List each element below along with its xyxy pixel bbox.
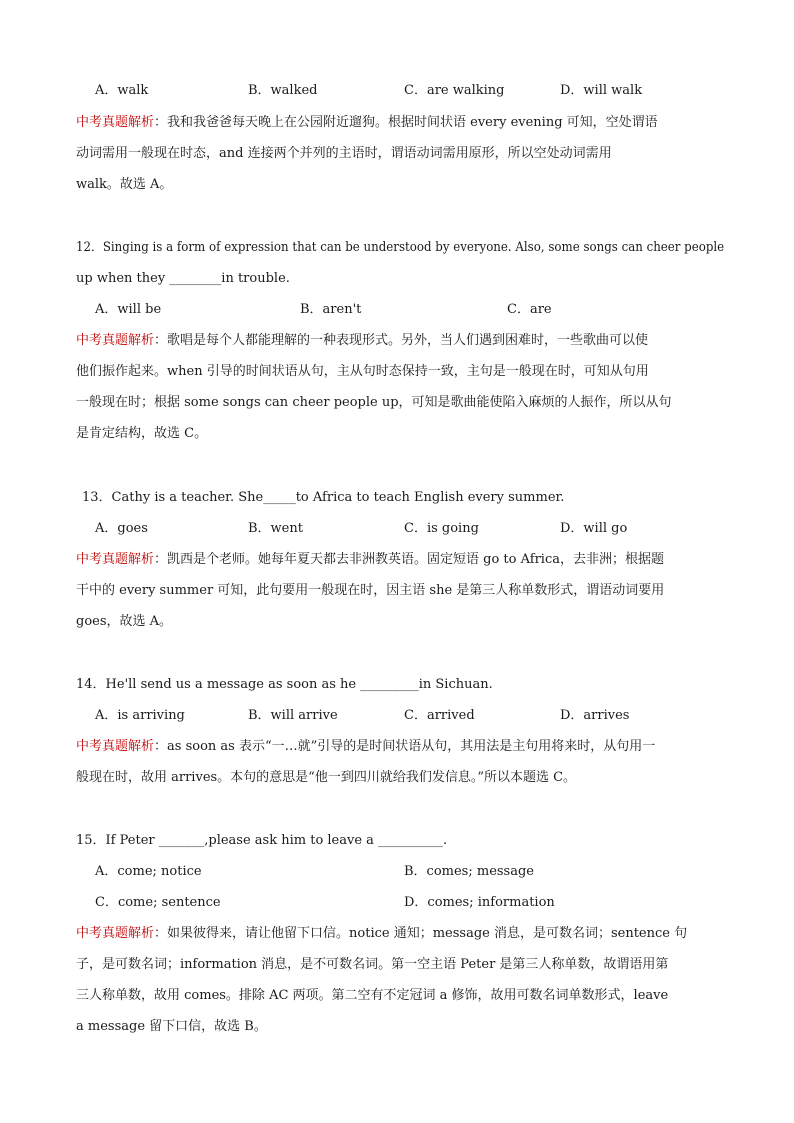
q12-option-c: C．are [507,302,552,317]
q14-option-b: B．will arrive [248,708,338,723]
q13-stem: 13．Cathy is a teacher. She_____to Africa to teach English every summer. [82,490,565,505]
q11-option-d: D．will walk [560,83,643,98]
q11-analysis-line-2: 动词需用一般现在时态，and 连接两个并列的主语时，谓语动词需用原形，所以空处动词需用 [76,146,612,161]
q15-analysis-line-2: 子，是可数名词；information 消息，是不可数名词。第一空主语 Peter 是第三人称单数，故谓语用第 [76,957,669,972]
q14-stem: 14．He'll send us a message as soon as he _________in Sichuan. [76,677,493,692]
q11-analysis-line-1: 中考真题解析：我和我爸爸每天晚上在公园附近遛狗。根据时间状语 every evening 可知，空处谓语 [76,115,658,130]
q15-analysis-line-1: 中考真题解析：如果彼得来，请让他留下口信。notice 通知；message 消息，是可数名词；sentence 句 [76,926,688,941]
q13-option-d: D．will go [560,521,628,536]
q12-stem-line-1: 12．Singing is a form of expression that can be understood by everyone. Also, some songs can cheer people [76,240,725,255]
q12-option-a: A．will be [95,302,162,317]
q13-option-a: A．goes [95,521,148,536]
q13-analysis-line-2: 干中的 every summer 可知，此句要用一般现在时，因主语 she 是第三人称单数形式，谓语动词要用 [76,583,665,598]
q13-analysis-line-3: goes，故选 A。 [76,614,173,629]
q12-analysis-line-2: 他们振作起来。when 引导的时间状语从句，主从句时态保持一致，主句是一般现在时，可知从句用 [76,364,649,379]
q15-option-d: D．comes; information [404,895,555,910]
q13-analysis-label: 中考真题解析 [76,552,155,567]
q11-analysis-label: 中考真题解析 [76,115,155,130]
q11-option-b: B．walked [248,83,318,98]
q12-analysis-label: 中考真题解析 [76,333,155,348]
q15-analysis-label: 中考真题解析 [76,926,155,941]
q15-option-a: A．come; notice [95,864,202,879]
q14-option-d: D．arrives [560,708,630,723]
q14-analysis-label: 中考真题解析 [76,739,155,754]
q12-analysis-line-1: 中考真题解析：歌唱是每个人都能理解的一种表现形式。另外，当人们遇到困难时，一些歌曲可以使 [76,333,649,348]
q12-analysis-line-3: 一般现在时；根据 some songs can cheer people up，可知是歌曲能使陷入麻烦的人振作，所以从句 [76,395,672,410]
q11-option-c: C．are walking [404,83,505,98]
q15-analysis-line-3: 三人称单数，故用 comes。排除 AC 两项。第二空有不定冠词 a 修饰，故用可数名词单数形式，leave [76,988,669,1003]
q13-option-c: C．is going [404,521,479,536]
q11-option-a: A．walk [95,83,149,98]
q13-option-b: B．went [248,521,303,536]
q12-analysis-line-4: 是肯定结构，故选 C。 [76,426,208,441]
q12-option-b: B．aren't [300,302,362,317]
q12-stem-line-2: up when they ________in trouble. [76,271,290,286]
q13-analysis-line-1: 中考真题解析：凯西是个老师。她每年夏天都去非洲教英语。固定短语 go to Africa，去非洲；根据题 [76,552,664,567]
q15-option-c: C．come; sentence [95,895,221,910]
q15-stem: 15．If Peter _______,please ask him to leave a __________. [76,833,448,848]
q15-option-b: B．comes; message [404,864,534,879]
q14-option-a: A．is arriving [95,708,185,723]
q11-analysis-line-3: walk。故选 A。 [76,177,173,192]
q14-analysis-line-2: 般现在时，故用 arrives。本句的意思是“他一到四川就给我们发信息。”所以本题选 C。 [76,770,577,785]
q15-analysis-line-4: a message 留下口信，故选 B。 [76,1019,267,1034]
q14-option-c: C．arrived [404,708,475,723]
q14-analysis-line-1: 中考真题解析：as soon as 表示“一…就”引导的是时间状语从句，其用法是主句用将来时，从句用一 [76,739,656,754]
